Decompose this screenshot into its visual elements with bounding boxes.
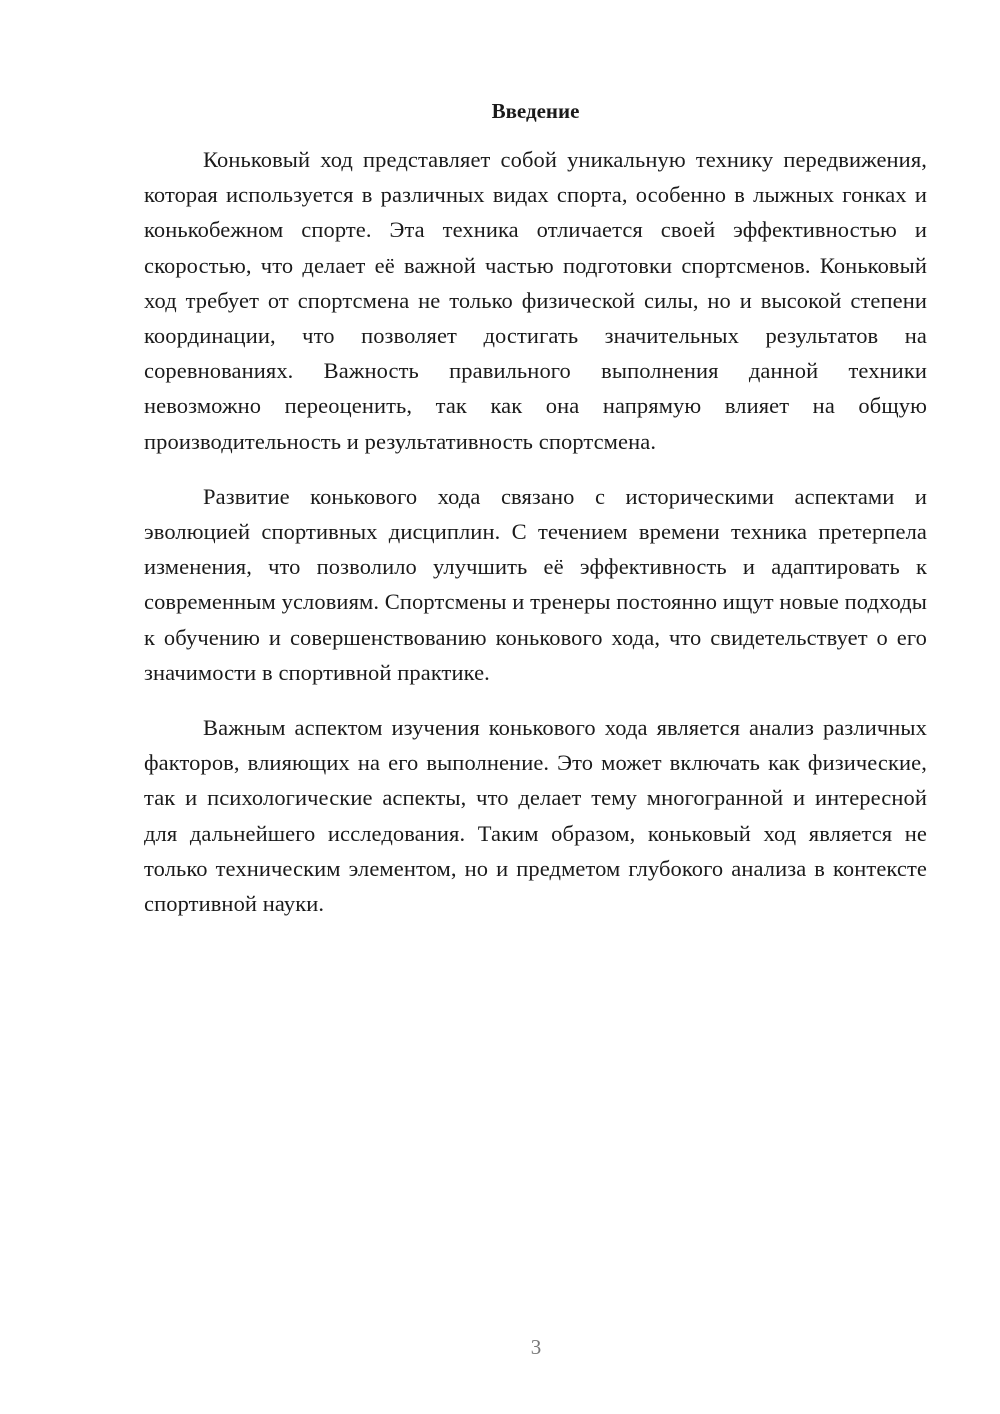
paragraph-3: Важным аспектом изучения конькового хода является анализ различных факторов, влияющих на его выполнение. Это может включать как физические, так и психологические аспекты, что делает тему многогранной и интересной для дальнейшего исследования. Таким образом, коньковый ход является не только техническим элементом, но и предметом глубокого анализа в контексте спортивной науки.	[144, 715, 927, 917]
paragraph-2: Развитие конькового хода связано с историческими аспектами и эволюцией спортивных дисциплин. С течением времени техника претерпела изменения, что позволило улучшить её эффективность и адаптировать к современным условиям. Спортсмены и тренеры постоянно ищут новые подходы к обучению и совершенствованию конькового хода, что свидетельствует о его значимости в спортивной практике.	[144, 483, 927, 685]
document-body	[144, 142, 927, 941]
page-title: Введение	[491, 99, 580, 123]
page-number: 3	[530, 1335, 542, 1359]
paragraph-1: Коньковый ход представляет собой уникальную технику передвижения, которая используется в различных видах спорта, особенно в лыжных гонках и конькобежном спорте. Эта техника отличается своей эффективностью и скоростью, что делает её важной частью подготовки спортсменов. Коньковый ход требует от спортсмена не только физической силы, но и высокой степени координации, что позволяет достигать значительных результатов на соревнованиях. Важность правильного выполнения данной техники невозможно переоценить, так как она напрямую влияет на общую производительность и результативность спортсмена.	[144, 147, 927, 454]
